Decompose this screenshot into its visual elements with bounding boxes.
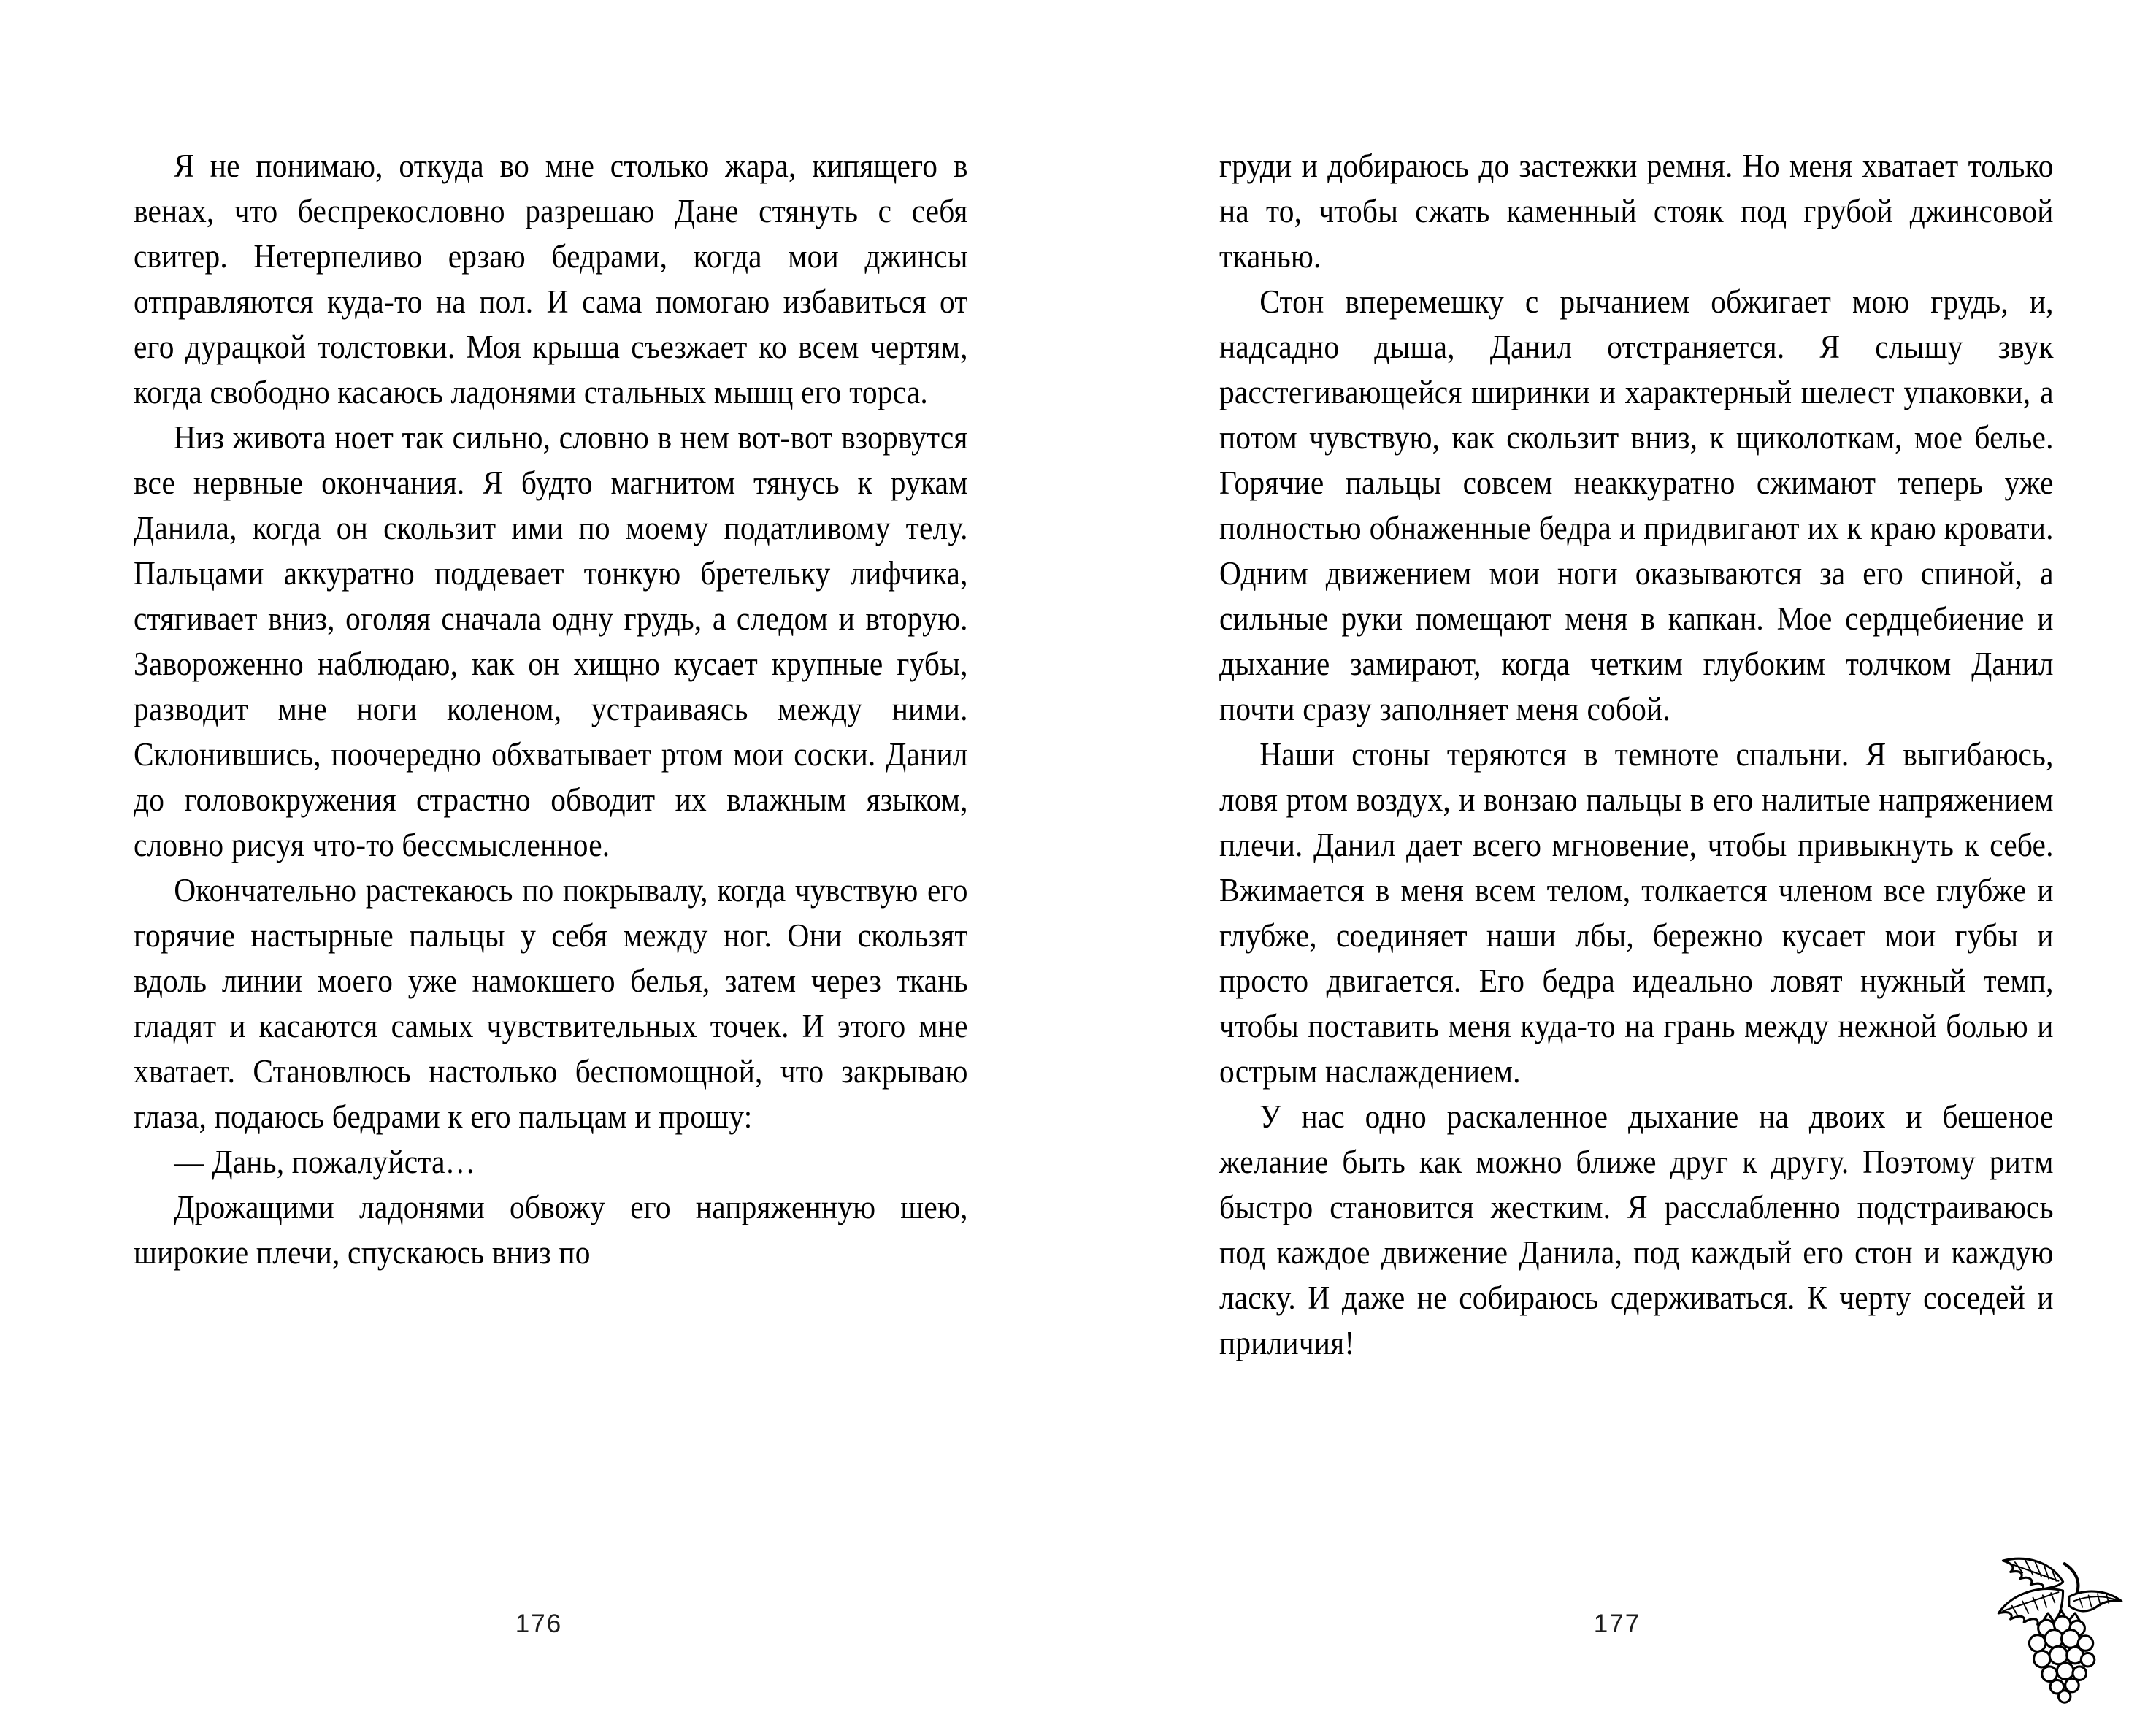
- paragraph-right-1: груди и добираюсь до застежки ремня. Но меня хватает только на то, чтобы сжать каменный стояк под грубой джинсовой тканью.: [1219, 148, 2054, 275]
- page-number-left: 176: [515, 1610, 563, 1638]
- right-page: [1078, 0, 2156, 1725]
- paragraph-left-4-dialog: — Дань, пожалуйста…: [174, 1144, 476, 1180]
- paragraph-left-3: Окончательно растекаюсь по покрывалу, когда чувствую его горячие настырные пальцы у себя между ног. Они скользят вдоль линии моего уже намокшего белья, затем через ткань гладят и касаются самых чувствительных точек. И этого мне хватает. Становлюсь настолько беспомощной, что закрываю глаза, подаюсь бедрами к его пальцам и прошу:: [134, 872, 968, 1135]
- right-page-text: [1219, 143, 2054, 1366]
- raspberry-icon: [1992, 1550, 2128, 1707]
- paragraph-right-2: Стон вперемешку с рычанием обжигает мою грудь, и, надсадно дыша, Данил отстраняется. Я слышу звук расстегивающейся ширинки и характерный шелест упаковки, а потом чувствую, как скользит вниз, к щиколоткам, мое белье. Горячие пальцы совсем неаккуратно сжимают теперь уже полностью обнаженные бедра и придвигают их к краю кровати. Одним движением мои ноги оказываются за его спиной, а сильные руки помещают меня в капкан. Мое сердцебиение и дыхание замирают, когда четким глубоким толчком Данил почти сразу заполняет меня собой.: [1219, 283, 2054, 727]
- page-number-right: 177: [1593, 1610, 1641, 1638]
- paragraph-left-2: Низ живота ноет так сильно, словно в нем вот-вот взорвутся все нервные окончания. Я будто магнитом тянусь к рукам Данила, когда он скользит ими по моему податливому телу. Пальцами аккуратно поддевает тонкую бретельку лифчика, стягивает вниз, оголяя сначала одну грудь, а следом и вторую. Завороженно наблюдаю, как он хищно кусает крупные губы, разводит мне ноги коленом, устраиваясь между ними. Склонившись, поочередно обхватывает ртом мои соски. Данил до головокружения страстно обводит их влажным языком, словно рисуя что-то бессмысленное.: [134, 419, 968, 863]
- raspberry-illustration: [1992, 1550, 2128, 1707]
- paragraph-right-3: Наши стоны теряются в темноте спальни. Я выгибаюсь, ловя ртом воздух, и вонзаю пальцы в его налитые напряжением плечи. Данил дает всего мгновение, чтобы привыкнуть к себе. Вжимается в меня всем телом, толкается членом все глубже и глубже, соединяет наши лбы, бережно кусает мои губы и просто двигается. Его бедра идеально ловят нужный темп, чтобы поставить меня куда-то на грань между нежной болью и острым наслаждением.: [1219, 736, 2054, 1090]
- left-page-text: [134, 143, 968, 1275]
- paragraph-right-4: У нас одно раскаленное дыхание на двоих и бешеное желание быть как можно ближе друг к другу. Поэтому ритм быстро становится жестким. Я расслабленно подстраиваюсь под каждое движение Данила, под каждый его стон и каждую ласку. И даже не собираюсь сдерживаться. К черту соседей и приличия!: [1219, 1098, 2054, 1361]
- paragraph-left-5: Дрожащими ладонями обвожу его напряженную шею, широкие плечи, спускаюсь вниз по: [134, 1189, 968, 1271]
- paragraph-left-1: Я не понимаю, откуда во мне столько жара, кипящего в венах, что беспрекословно разрешаю Дане стянуть с себя свитер. Нетерпеливо ерзаю бедрами, когда мои джинсы отправляются куда-то на пол. И сама помогаю избавиться от его дурацкой толстовки. Моя крыша съезжает ко всем чертям, когда свободно касаюсь ладонями стальных мышц его торса.: [134, 148, 968, 410]
